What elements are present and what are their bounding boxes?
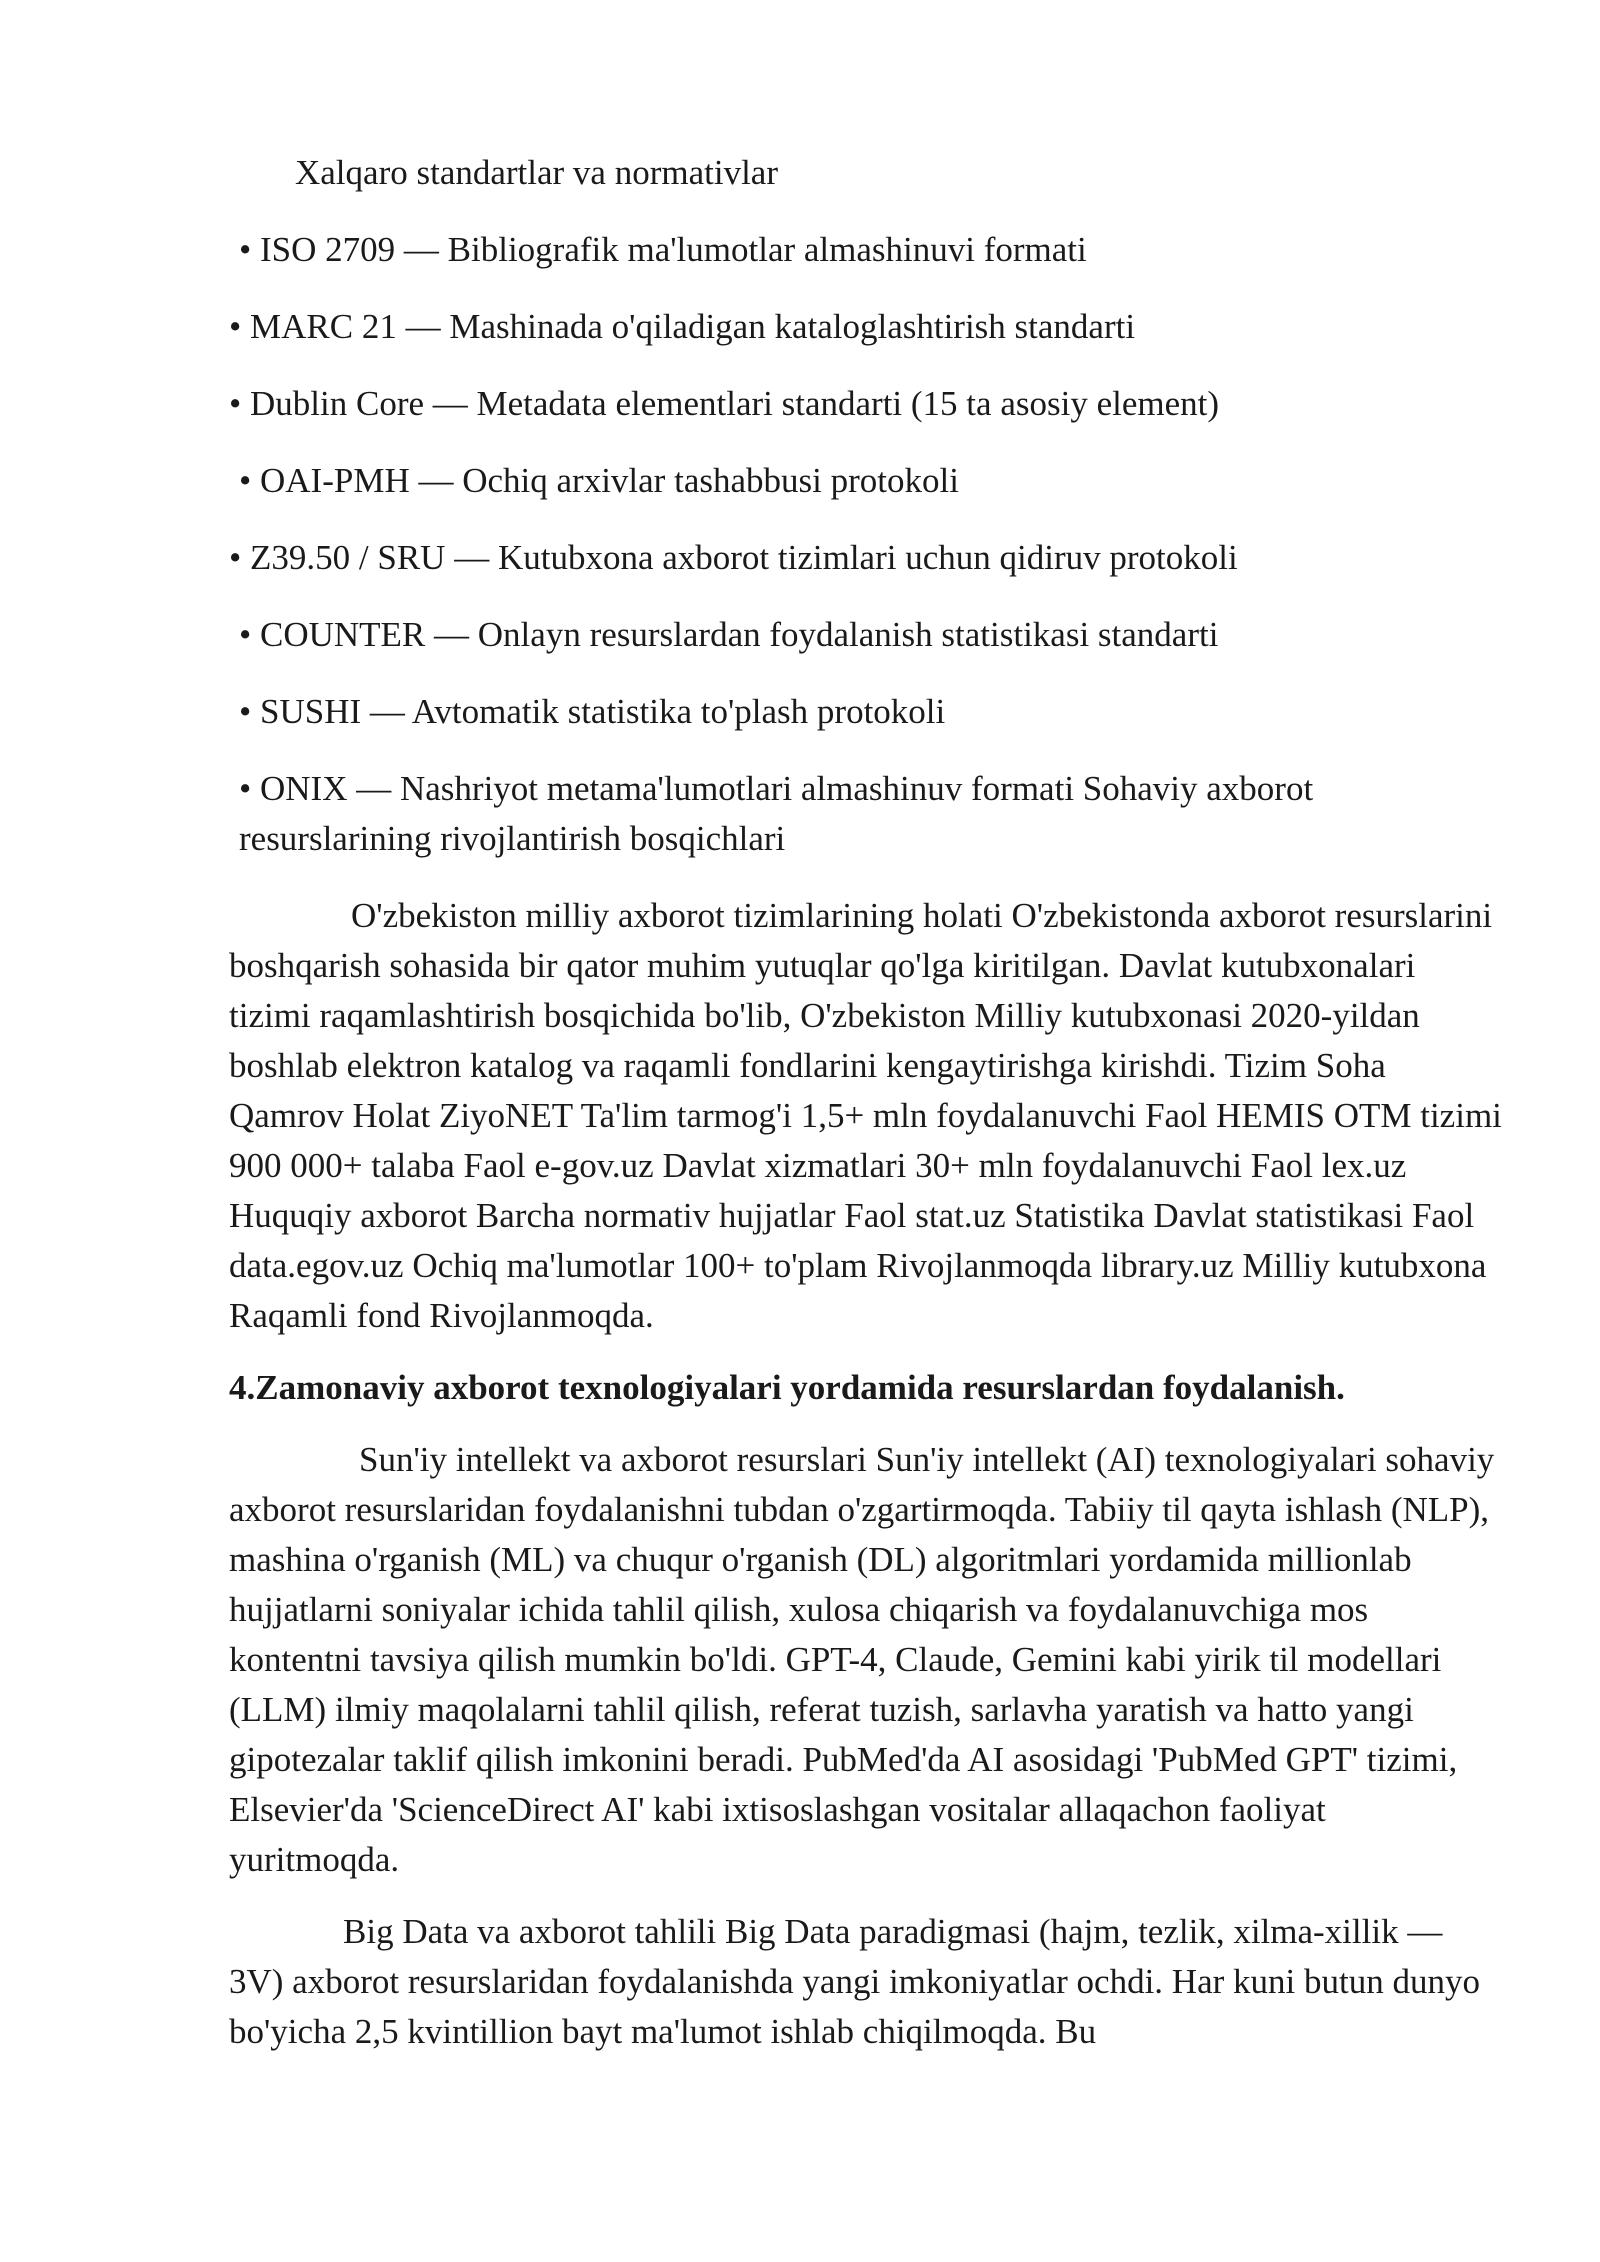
bullet-iso-2709: • ISO 2709 — Bibliografik ma'lumotlar almashinuvi formati (239, 230, 1087, 269)
bullet-dublin-core: • Dublin Core — Metadata elementlari standarti (15 ta asosiy element) (229, 384, 1219, 423)
bullet-onix: • ONIX — Nashriyot metama'lumotlari almashinuv formati Sohaviy axborot resurslarining rivojlantirish bosqichlari (239, 769, 1314, 858)
paragraph-ai: Sun'iy intellekt va axborot resurslari Sun'iy intellekt (AI) texnologiyalari sohaviy axborot resurslaridan foydalanishni tubdan o'zgartirmoqda. Tabiiy til qayta ishlash (NLP), mashina o'rganish (ML) va chuqur o'rganish (DL) algoritmlari yordamida millionlab hujjatlarni soniyalar ichida tahlil qilish, xulosa chiqarish va foydalanuvchiga mos kontentni tavsiya qilish mumkin bo'ldi. GPT-4, Claude, Gemini kabi yirik til modellari (LLM) ilmiy maqolalarni tahlil qilish, referat tuzish, sarlavha yaratish va hatto yangi gipotezalar taklif qilish imkonini beradi. PubMed'da AI asosidagi 'PubMed GPT' tizimi, Elsevier'da 'ScienceDirect AI' kabi ixtisoslashgan vositalar allaqachon faoliyat yuritmoqda. (229, 1440, 1495, 1879)
bullet-counter: • COUNTER — Onlayn resurslardan foydalanish statistikasi standarti (239, 615, 1219, 654)
paragraph-big-data: Big Data va axborot tahlili Big Data paradigmasi (hajm, tezlik, xilma-xillik — 3V) axborot resurslaridan foydalanishda yangi imkoniyatlar ochdi. Har kuni butun dunyo bo'yicha 2,5 kvintillion bayt ma'lumot ishlab chiqilmoqda. Bu (229, 1912, 1480, 2051)
bullet-z3950-sru: • Z39.50 / SRU — Kutubxona axborot tizimlari uchun qidiruv protokoli (229, 538, 1238, 577)
standards-heading: Xalqaro standartlar va normativlar (295, 153, 778, 192)
paragraph-uzbekistan-systems: O'zbekiston milliy axborot tizimlarining holati O'zbekistonda axborot resurslarini boshqarish sohasida bir qator muhim yutuqlar qo'lga kiritilgan. Davlat kutubxonalari tizimi raqamlashtirish bosqichida bo'lib, O'zbekiston Milliy kutubxonasi 2020-yildan boshlab elektron katalog va raqamli fondlarini kengaytirishga kirishdi. Tizim Soha Qamrov Holat ZiyoNET Ta'lim tarmog'i 1,5+ mln foydalanuvchi Faol HEMIS OTM tizimi 900 000+ talaba Faol e-gov.uz Davlat xizmatlari 30+ mln foydalanuvchi Faol lex.uz Huquqiy axborot Barcha normativ hujjatlar Faol stat.uz Statistika Davlat statistikasi Faol data.egov.uz Ochiq ma'lumotlar 100+ to'plam Rivojlanmoqda library.uz Milliy kutubxona Raqamli fond Rivojlanmoqda. (229, 896, 1502, 1335)
bullet-sushi: • SUSHI — Avtomatik statistika to'plash protokoli (239, 692, 946, 731)
bullet-marc-21: • MARC 21 — Mashinada o'qiladigan kataloglashtirish standarti (229, 307, 1136, 346)
bullet-oai-pmh: • OAI-PMH — Ochiq arxivlar tashabbusi protokoli (239, 461, 959, 500)
section-title: 4.Zamonaviy axborot texnologiyalari yordamida resurslardan foydalanish. (229, 1368, 1345, 1407)
